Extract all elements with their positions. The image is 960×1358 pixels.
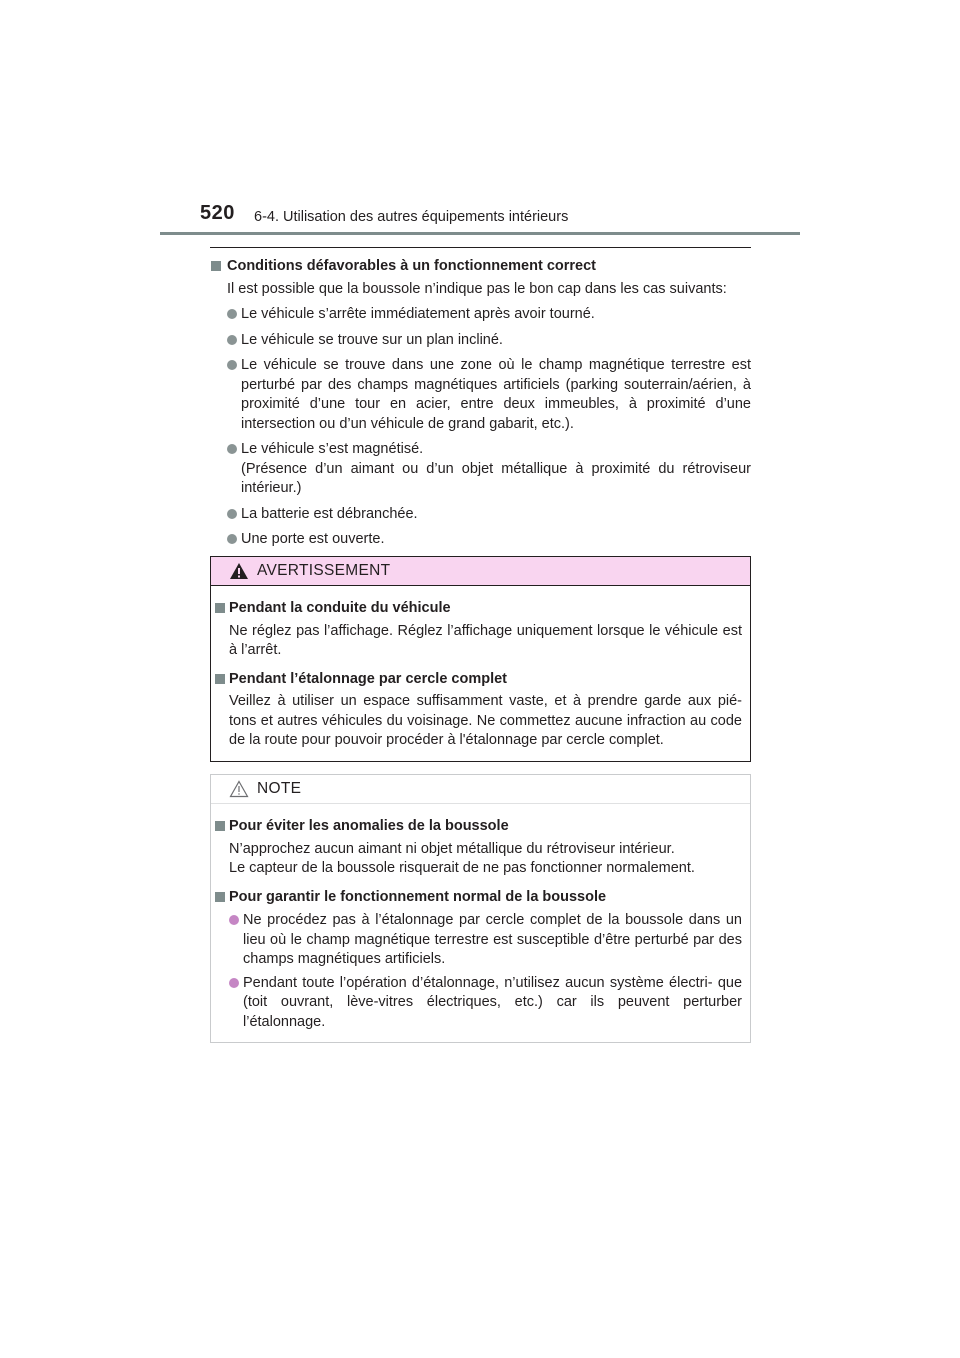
note-box-body (211, 804, 750, 1032)
warning-item-text: Veillez à utiliser un espace suffisamment vaste, et à prendre garde aux pié- tons et autres véhicules du voisinage. Ne commettez aucune infraction au code de la route pour pouvoir procéder à l'étalonnage par cercle complet. (229, 693, 742, 748)
note-item-heading: Pour garantir le fonctionnement normal de la boussole (215, 888, 742, 908)
round-bullet-icon (227, 444, 237, 454)
round-bullet-icon (227, 534, 237, 544)
square-bullet-icon (215, 821, 225, 831)
section-heading: Conditions défavorables à un fonctionnement correct (211, 257, 751, 277)
round-bullet-icon (229, 915, 239, 925)
warning-box-title: AVERTISSEMENT (257, 562, 391, 579)
warning-triangle-icon (229, 562, 249, 580)
list-item: Le véhicule se trouve dans une zone où le champ magnétique terrestre est perturbé par des champs magnétiques artificiels (parking souterrain/aérien, à proximité d’une tour en acier, entre deux immeubles, à proximité d’une intersection ou d’un véhicule de grand gabarit, etc.). (211, 356, 751, 434)
section-intro: Il est possible que la boussole n’indique pas le bon cap dans les cas suivants: (227, 280, 727, 297)
list-item: Le véhicule s’est magnétisé. (Présence d’un aimant ou d’un objet métallique à proximité du rétroviseur intérieur.) (211, 440, 751, 499)
warning-box-header (211, 557, 750, 586)
running-head: 6-4. Utilisation des autres équipements intérieurs (254, 209, 569, 225)
note-item-text: N’approchez aucun aimant ni objet métallique du rétroviseur intérieur. Le capteur de la boussole risquerait de ne pas fonctionner normalement. (229, 840, 695, 876)
header-rule (160, 232, 800, 235)
note-box-title: NOTE (257, 780, 302, 797)
warning-item-heading: Pendant l’étalonnage par cercle complet (215, 670, 742, 690)
note-item-heading: Pour éviter les anomalies de la boussole (215, 817, 742, 837)
section-content (211, 257, 751, 550)
note-box (210, 774, 751, 1043)
square-bullet-icon (215, 674, 225, 684)
list-item: Le véhicule se trouve sur un plan incliné. (211, 331, 751, 351)
list-item: Une porte est ouverte. (211, 530, 751, 550)
page-number: 520 (200, 202, 235, 224)
list-item: Pendant toute l’opération d’étalonnage, n’utilisez aucun système électri- que (toit ouvrant, lève-vitres électriques, etc.) car ils peuvent perturber l’étalonnage. (215, 974, 742, 1033)
round-bullet-icon (227, 335, 237, 345)
warning-box (210, 556, 751, 762)
warning-item-text: Ne réglez pas l’affichage. Réglez l’affichage uniquement lorsque le véhicule est à l’arrêt. (229, 622, 742, 658)
round-bullet-icon (229, 978, 239, 988)
square-bullet-icon (215, 603, 225, 613)
section-rule (210, 247, 751, 248)
note-box-header (211, 775, 750, 804)
warning-item-heading: Pendant la conduite du véhicule (215, 599, 742, 619)
round-bullet-icon (227, 309, 237, 319)
square-bullet-icon (211, 261, 221, 271)
list-item: Ne procédez pas à l’étalonnage par cercle complet de la boussole dans un lieu où le champ magnétique terrestre est susceptible d’être perturbé par des champs magnétiques artificiels. (215, 911, 742, 970)
round-bullet-icon (227, 360, 237, 370)
list-item: Le véhicule s’arrête immédiatement après avoir tourné. (211, 305, 751, 325)
warning-box-body (211, 586, 750, 751)
round-bullet-icon (227, 509, 237, 519)
list-item: La batterie est débranchée. (211, 505, 751, 525)
caution-triangle-outline-icon (229, 780, 249, 798)
square-bullet-icon (215, 892, 225, 902)
